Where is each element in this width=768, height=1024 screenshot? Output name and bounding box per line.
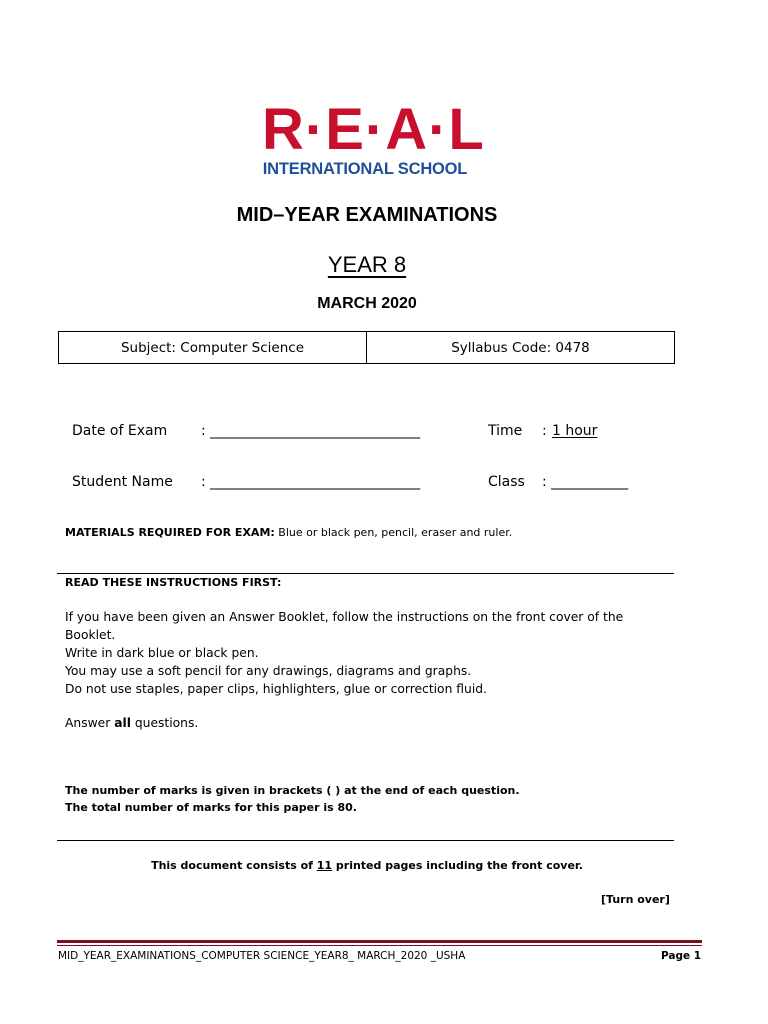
page-count-prefix: This document consists of [151, 859, 317, 872]
footer-rule-thick [57, 940, 702, 943]
divider-top [57, 573, 674, 574]
school-logo-subtitle: INTERNATIONAL SCHOOL [262, 160, 468, 178]
time-value: 1 hour [552, 423, 598, 439]
page-count-line [0, 859, 734, 872]
turn-over-label: [Turn over] [601, 893, 670, 906]
syllabus-code-cell: Syllabus Code: 0478 [366, 332, 674, 363]
answer-prefix: Answer [65, 716, 115, 730]
materials-line [65, 526, 512, 539]
marks-line-1: The number of marks is given in brackets ( ) at the end of each question. [65, 784, 520, 797]
instruction-line: You may use a soft pencil for any drawings, diagrams and graphs. [65, 664, 472, 678]
instruction-line: Booklet. [65, 628, 116, 642]
materials-text: Blue or black pen, pencil, eraser and ruler. [274, 526, 513, 539]
class-label: Class [488, 474, 525, 490]
footer-filename: MID_YEAR_EXAMINATIONS_COMPUTER SCIENCE_YEAR8_ MARCH_2020 _USHA [58, 950, 466, 962]
subject-table [58, 331, 675, 364]
footer-rule-thin [57, 945, 702, 946]
marks-line-2: The total number of marks for this paper is 80. [65, 801, 357, 814]
class-blank: : ___________ [542, 474, 629, 490]
student-name-label: Student Name [72, 474, 173, 490]
footer-page-number: Page 1 [661, 950, 702, 962]
answer-suffix: questions. [130, 716, 199, 730]
instructions-list [65, 608, 675, 698]
year-text: YEAR 8 [327, 252, 407, 277]
year-heading [0, 252, 734, 278]
subject-cell: Subject: Computer Science [120, 339, 305, 356]
date-of-exam-blank: : ______________________________ [201, 423, 421, 439]
instruction-line: If you have been given an Answer Booklet, follow the instructions on the front cover of the [65, 610, 624, 624]
page-count-suffix: printed pages including the front cover. [332, 859, 583, 872]
instruction-line: Write in dark blue or black pen. [65, 646, 259, 660]
exam-month: MARCH 2020 [317, 295, 417, 312]
school-logo-wordmark: R·E·A·L [262, 97, 485, 162]
materials-label: MATERIALS REQUIRED FOR EXAM: [65, 526, 275, 539]
time-label: Time [488, 423, 523, 439]
divider-bottom [57, 840, 674, 841]
page-count-number: 11 [316, 859, 333, 872]
exam-title: MID–YEAR EXAMINATIONS [236, 204, 498, 226]
answer-all-line [65, 714, 198, 732]
student-name-blank: : ______________________________ [201, 474, 421, 490]
answer-all-emphasis: all [114, 716, 131, 730]
instructions-heading: READ THESE INSTRUCTIONS FIRST: [65, 576, 282, 589]
date-of-exam-label: Date of Exam [72, 423, 168, 439]
time-colon: : [542, 423, 547, 439]
instruction-line: Do not use staples, paper clips, highlighters, glue or correction fluid. [65, 682, 487, 696]
